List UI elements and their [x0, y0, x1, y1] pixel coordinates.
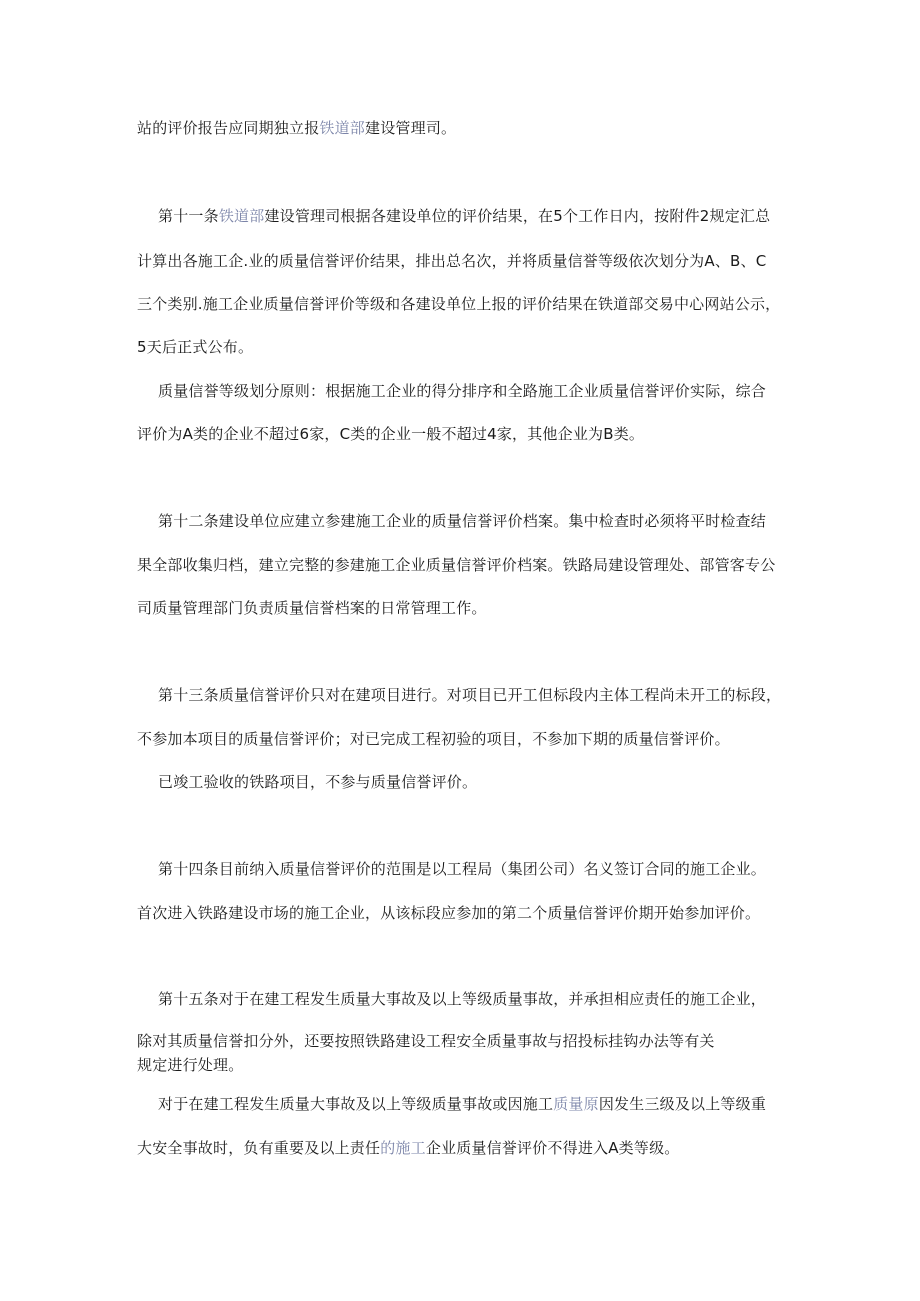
text-line — [137, 1138, 679, 1158]
text-line: 不参加本项目的质量信誉评价；对已完成工程初验的项目，不参加下期的质量信誉评价。 — [137, 730, 730, 748]
text-span: 建设管理司。 — [365, 119, 457, 137]
hyperlink[interactable]: 铁道部 — [218, 207, 265, 225]
text-line: 评价为A类的企业不超过6家，C类的企业一般不超过4家，其他企业为B类。 — [137, 425, 645, 443]
text-span: 企业质量信誉评价不得进入A类等级。 — [425, 1139, 680, 1157]
text-line: 第十五条对于在建工程发生质量大事故及以上等级质量事故，并承担相应责任的施工企业， — [158, 990, 767, 1008]
text-line: 第十四条目前纳入质量信誉评价的范围是以工程局（集团公司）名义签订合同的施工企业。 — [158, 860, 767, 878]
text-line — [158, 206, 770, 226]
text-line: 计算出各施工企.业的质量信誉评价结果，排出总名次，并将质量信誉等级依次划分为A、B、C — [137, 252, 767, 270]
text-line: 第十二条建设单位应建立参建施工企业的质量信誉评价档案。集中检查时必须将平时检查结 — [158, 512, 767, 530]
text-line: 司质量管理部门负责质量信誉档案的日常管理工作。 — [137, 599, 487, 617]
text-span: 对于在建工程发生质量大事故及以上等级质量事故或因施工 — [158, 1095, 554, 1113]
text-line: 首次进入铁路建设市场的施工企业，从该标段应参加的第二个质量信誉评价期开始参加评价。 — [137, 904, 761, 922]
text-line — [137, 118, 456, 138]
text-line: 已竣工验收的铁路项目，不参与质量信誉评价。 — [158, 773, 478, 791]
text-line: 5天后正式公布。 — [137, 338, 254, 356]
text-span: 站的评价报告应同期独立报 — [137, 119, 320, 137]
text-line: 规定进行处理。 — [137, 1056, 244, 1074]
text-line — [158, 1094, 766, 1114]
text-line: 三个类别.施工企业质量信誉评价等级和各建设单位上报的评价结果在铁道部交易中心网站公示， — [137, 295, 781, 313]
text-line: 果全部收集归档，建立完整的参建施工企业质量信誉评价档案。铁路局建设管理处、部管客专公 — [137, 556, 776, 574]
text-span: 建设管理司根据各建设单位的评价结果，在5个工作日内，按附件2规定汇总 — [264, 207, 771, 225]
text-line: 质量信誉等级划分原则：根据施工企业的得分排序和全路施工企业质量信誉评价实际，综合 — [158, 382, 767, 400]
hyperlink[interactable]: 铁道部 — [319, 119, 366, 137]
hyperlink[interactable]: 质量原 — [553, 1095, 599, 1113]
hyperlink[interactable]: 的施工 — [380, 1139, 426, 1157]
text-span: 因发生三级及以上等级重 — [598, 1095, 767, 1113]
text-line: 除对其质量信誉扣分外，还要按照铁路建设工程安全质量事故与招投标挂钩办法等有关 — [137, 1032, 715, 1050]
text-span: 第十一条 — [158, 207, 219, 225]
text-line: 第十三条质量信誉评价只对在建项目进行。对项目已开工但标段内主体工程尚未开工的标段， — [158, 686, 782, 704]
text-span: 大安全事故时，负有重要及以上责任 — [137, 1139, 381, 1157]
